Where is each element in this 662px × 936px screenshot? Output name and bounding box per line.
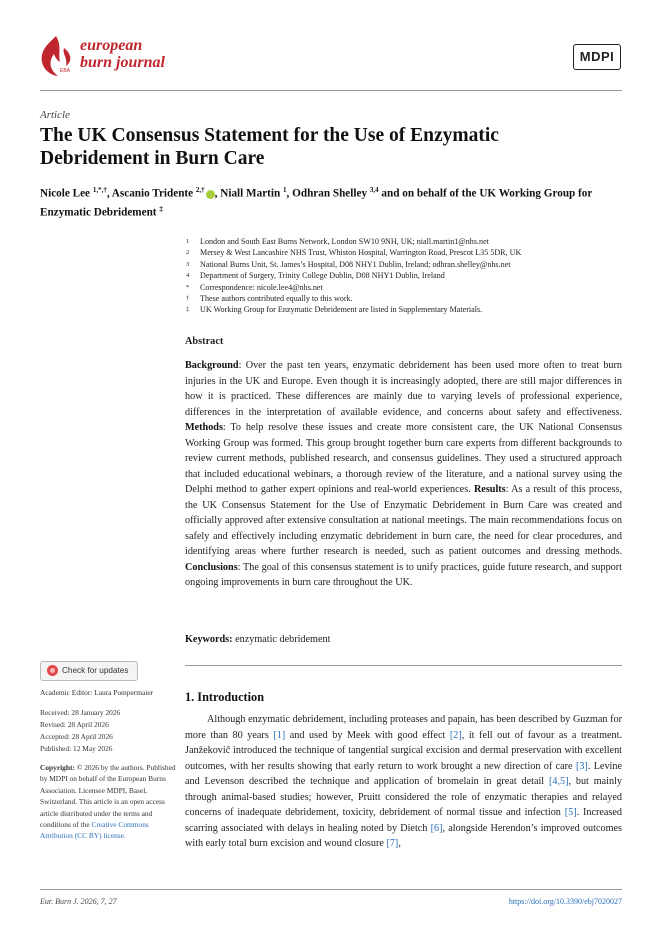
intro-text: , alongside Herendon’s improved outcomes with early total burn excision and wound closure [185, 822, 623, 849]
intro-paragraph [185, 712, 622, 852]
affiliation-item [186, 282, 626, 293]
affiliation-item [186, 259, 626, 270]
copyright-text: © 2026 by the authors. Published by MDPI on behalf of the European Burns Association. Licensee MDPI, Basel, Switzerland. This article is an open access article distributed under the terms and conditions of the [40, 763, 176, 830]
affiliation-text: Mersey & West Lancashire NHS Trust, Whiston Hospital, Warrington Road, Prescot L35 5DR, UK [200, 248, 522, 258]
check-updates-button[interactable] [40, 661, 138, 681]
orcid-icon[interactable] [206, 190, 215, 199]
author-name[interactable]: Odhran Shelley [292, 187, 368, 200]
affiliation-mark: 1 [186, 238, 190, 245]
journal-name-line1: european [80, 37, 143, 54]
intro-text: , it fell out of favour as a treatment. Janžekovič introduced the technique of tangential surgical excision and dermal preservation with excellent outcomes, with her results showing that early return to work brought a new direction of care [185, 729, 623, 772]
affiliation-text: Department of Surgery, Trinity College Dublin, D08 NHY1 Dublin, Ireland [200, 271, 445, 281]
abstract-text: : To help resolve these issues and create more consistent care, the UK National Consensus Working Group was formed. This group brought together burn care experts from different backgrounds to review current methods, published research, and consensus guidelines. They used a structured approach that included educational webinars, a thorough review of the literature, and a national survey using the Delphi method to gather expert opinions and real-world experiences. [185, 422, 622, 495]
flame-logo-icon [38, 34, 78, 78]
logo-mark: EBA [60, 68, 71, 74]
footer-rule [40, 889, 622, 890]
section-rule [185, 665, 622, 666]
author-affil-sup: 1,*,† [92, 186, 107, 194]
abstract-text: : The goal of this consensus statement is to unify practices, guide future research, and support ongoing improvements in burn care throughout the UK. [185, 561, 622, 588]
intro-text: Although enzymatic debridement, including proteases and papain, has been described by Guzman for more than 80 years [185, 714, 622, 741]
affiliation-mark: ‡ [186, 306, 190, 314]
affiliation-item [186, 304, 626, 315]
citation-link[interactable]: [2] [449, 729, 462, 741]
citation-link[interactable]: [6] [430, 822, 443, 834]
affiliation-mark: 2 [186, 249, 190, 257]
author-name[interactable]: Niall Martin [220, 187, 281, 200]
intro-text: . Increased scarring associated with delays in healing noted by Dietch [185, 807, 623, 834]
affiliation-mark: † [186, 295, 190, 303]
affiliation-item [186, 247, 626, 258]
date-received: Received: 28 January 2026 [40, 708, 121, 717]
affiliation-mark: 3 [186, 260, 190, 268]
copyright-label: Copyright: [40, 763, 75, 772]
affiliation-item [186, 236, 626, 247]
publisher-logo[interactable]: MDPI [573, 44, 621, 70]
copyright-notice [40, 762, 182, 842]
author-name[interactable]: Ascanio Tridente [111, 187, 194, 200]
journal-name-line2: burn journal [80, 54, 165, 71]
intro-text: and used by Meek with good effect [285, 729, 450, 741]
author-name[interactable]: Nicole Lee [40, 187, 91, 200]
doi-link[interactable]: https://doi.org/10.3390/ebj7020027 [508, 897, 622, 906]
abstract-body [185, 358, 622, 591]
affiliation-text: Correspondence: nicole.lee4@nhs.net [200, 282, 323, 292]
abstract-heading: Abstract [185, 336, 224, 347]
affiliation-text: National Burns Unit, St. James’s Hospital, D08 NHY1 Dublin, Ireland; odhran.shelley@nhs.net [200, 259, 511, 269]
date-accepted: Accepted: 28 April 2026 [40, 732, 113, 741]
section-heading: 1. Introduction [185, 690, 265, 704]
affiliation-text: These authors contributed equally to this work. [200, 294, 353, 304]
author-affil-sup: ‡ [159, 204, 163, 213]
author-affil-sup: 2,† [195, 186, 205, 194]
affiliation-mark: * [186, 283, 190, 291]
license-link[interactable]: Creative Commons Attribution (CC BY) license. [40, 820, 149, 841]
journal-name[interactable] [80, 37, 165, 71]
author-group: and on behalf of the UK Working Group for Enzymatic Debridement [40, 187, 593, 219]
affiliations [186, 236, 626, 316]
date-published: Published: 12 May 2026 [40, 744, 113, 753]
author-affil-sup: 3,4 [369, 186, 379, 194]
abstract-label: Conclusions [185, 561, 238, 573]
affiliation-item [186, 293, 626, 304]
affiliation-mark: 4 [186, 272, 190, 280]
affiliation-item [186, 270, 626, 281]
citation-link[interactable]: [1] [273, 729, 286, 741]
affiliation-text: UK Working Group for Enzymatic Debridement are listed in Supplementary Materials. [200, 305, 483, 315]
page-title: The UK Consensus Statement for the Use of Enzymatic Debridement in Burn Care [40, 125, 499, 169]
intro-text: . Levine and Levenson described the technique and application of bromelain in great detail [185, 760, 622, 787]
keywords [185, 634, 330, 645]
abstract-text: : Over the past ten years, enzymatic debridement has been used more often to treat burn injuries in the UK and Europe. Even though it is increasingly adopted, there are still major differences in how it is practiced. These differences are mainly due to varying levels of professional experience, differences in the interpretation of available evidence, and concerns about safety and effectiveness. [185, 360, 622, 418]
check-updates-label: Check for updates [62, 666, 129, 675]
citation-link[interactable]: [3] [575, 760, 588, 772]
abstract-text: : As a result of this process, the UK Consensus Statement for the Use of Enzymatic Debridement in Burn Care was created and officially approved after extensive consultation at national meetings. The main recommendations focus on safely and effectively including enzymatic debridement in burn care, the need for clear procedures, and identifying areas where further research is needed, such as patient outcomes and dressing methods. [185, 484, 622, 557]
abstract-label: Results [473, 484, 506, 495]
date-revised: Revised: 28 April 2026 [40, 720, 109, 729]
article-type: Article [40, 109, 70, 121]
affiliation-text: London and South East Burns Network, London SW10 9NH, UK; niall.martin1@nhs.net [200, 237, 489, 246]
citation-link[interactable]: [5] [564, 807, 577, 818]
footer-citation: Eur. Burn J. 2026, 7, 27 [40, 897, 117, 906]
intro-text: , but mainly through animal-based studies; however, Pruitt considered the role of enzymatic therapies and relayed concerns of inadequate debridement, toxicity, debridement of normal tissue and infection [185, 776, 622, 818]
keywords-label: Keywords: [185, 634, 233, 645]
intro-text: , [398, 838, 401, 849]
keywords-text: enzymatic debridement [235, 634, 331, 645]
citation-link[interactable]: [7] [386, 838, 399, 849]
check-updates-icon [47, 665, 58, 676]
academic-editor: Academic Editor: Laura Pompermaier [40, 688, 154, 697]
author-list: Nicole Lee $^{1,*,\dagger}$, Ascanio Tridente $^{2,\dagger}$ , Niall Martin $^1$, Odhran Shelley $^{3,4}$ and on behalf of the UK Working Group for Enzymatic Debridement ‡ [40, 186, 593, 219]
header-rule [40, 90, 622, 91]
author-affil-sup: 1 [283, 186, 287, 194]
abstract-label: Methods [185, 422, 223, 433]
abstract-label: Background [185, 360, 239, 371]
citation-link[interactable]: [4,5] [548, 776, 569, 787]
